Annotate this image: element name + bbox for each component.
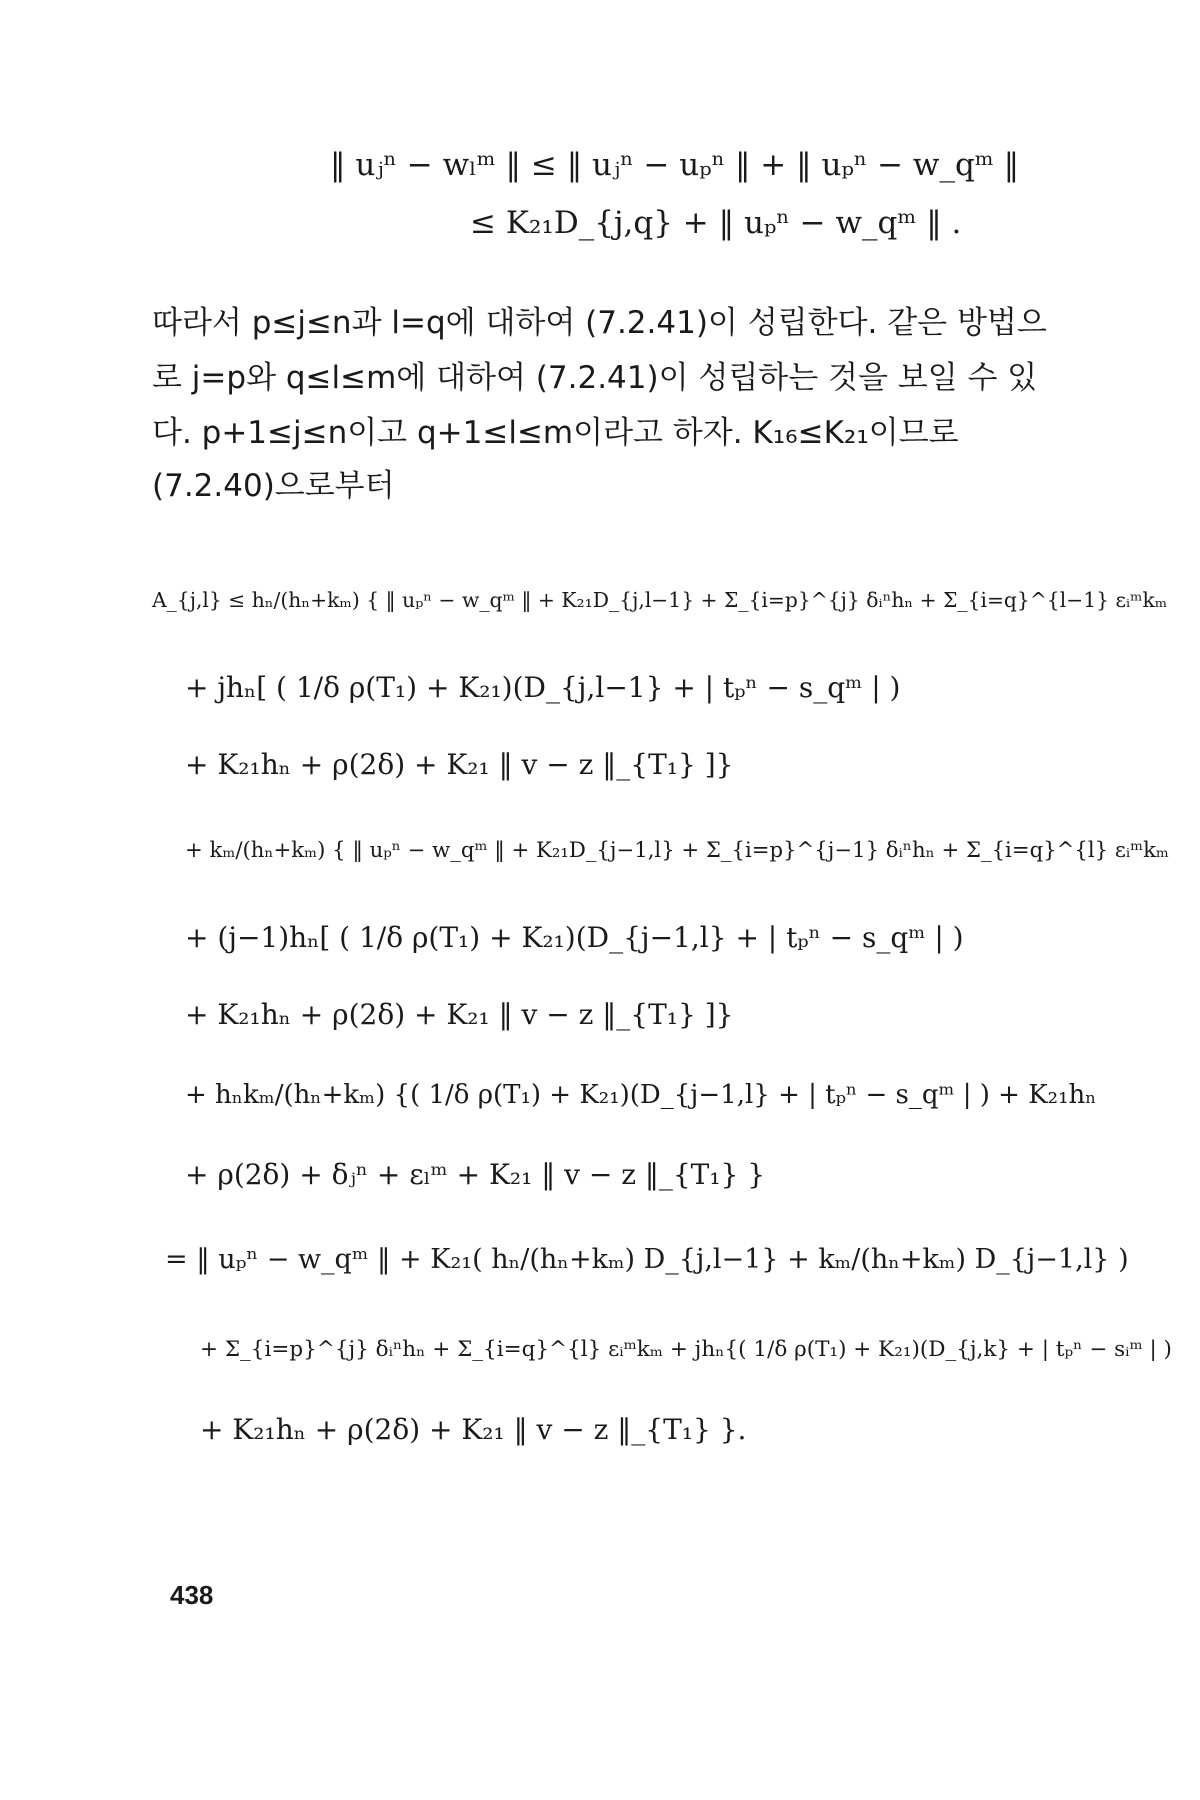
page-number: 438 [170,1580,214,1610]
main-equation-line-4: + kₘ/(hₙ+kₘ) { ‖ uₚⁿ − w_qᵐ ‖ + K₂₁D_{j−1,l} + Σ_{i=p}^{j−1} δᵢⁿhₙ + Σ_{i=q}^{l} εᵢᵐkₘ [185,837,1169,862]
main-equation-line-1: A_{j,l} ≤ hₙ/(hₙ+kₘ) { ‖ uₚⁿ − w_qᵐ ‖ + K₂₁D_{j,l−1} + Σ_{i=p}^{j} δᵢⁿhₙ + Σ_{i=q}^{l−1} εᵢᵐkₘ [152,588,1168,612]
main-equation-line-9: = ‖ uₚⁿ − w_qᵐ ‖ + K₂₁( hₙ/(hₙ+kₘ) D_{j,l−1} + kₘ/(hₙ+kₘ) D_{j−1,l} ) [165,1244,1129,1275]
main-equation-line-8: + ρ(2δ) + δⱼⁿ + εₗᵐ + K₂₁ ‖ v − z ‖_{T₁} } [185,1158,766,1191]
top-equation-line-1: ‖ uⱼⁿ − wₗᵐ ‖ ≤ ‖ uⱼⁿ − uₚⁿ ‖ + ‖ uₚⁿ − w_qᵐ ‖ [330,147,1020,183]
main-equation-line-7: + hₙkₘ/(hₙ+kₘ) {( 1/δ ρ(T₁) + K₂₁)(D_{j−1,l} + | tₚⁿ − s_qᵐ | ) + K₂₁hₙ [185,1080,1097,1110]
main-equation-line-5: + (j−1)hₙ[ ( 1/δ ρ(T₁) + K₂₁)(D_{j−1,l} + | tₚⁿ − s_qᵐ | ) [185,921,964,954]
main-equation-line-6: + K₂₁hₙ + ρ(2δ) + K₂₁ ‖ v − z ‖_{T₁} ]} [185,998,734,1031]
paragraph-line-3: 다. p+1≤j≤n이고 q+1≤l≤m이라고 하자. K₁₆≤K₂₁이므로 [152,415,959,451]
main-equation-line-3: + K₂₁hₙ + ρ(2δ) + K₂₁ ‖ v − z ‖_{T₁} ]} [185,748,734,781]
main-equation-line-10: + Σ_{i=p}^{j} δᵢⁿhₙ + Σ_{i=q}^{l} εᵢᵐkₘ + jhₙ{( 1/δ ρ(T₁) + K₂₁)(D_{j,k} + | tₚⁿ − sᵢᵐ | ) [200,1337,1172,1362]
paragraph-line-2: 로 j=p와 q≤l≤m에 대하여 (7.2.41)이 성립하는 것을 보일 수 있 [152,360,1038,396]
main-equation-line-11: + K₂₁hₙ + ρ(2δ) + K₂₁ ‖ v − z ‖_{T₁} }. [200,1413,747,1446]
paragraph-line-4: (7.2.40)으로부터 [152,468,395,504]
top-equation-line-2: ≤ K₂₁D_{j,q} + ‖ uₚⁿ − w_qᵐ ‖ . [470,205,962,241]
paragraph-line-1: 따라서 p≤j≤n과 l=q에 대하여 (7.2.41)이 성립한다. 같은 방법으 [152,305,1047,341]
main-equation-line-2: + jhₙ[ ( 1/δ ρ(T₁) + K₂₁)(D_{j,l−1} + | tₚⁿ − s_qᵐ | ) [185,671,901,704]
